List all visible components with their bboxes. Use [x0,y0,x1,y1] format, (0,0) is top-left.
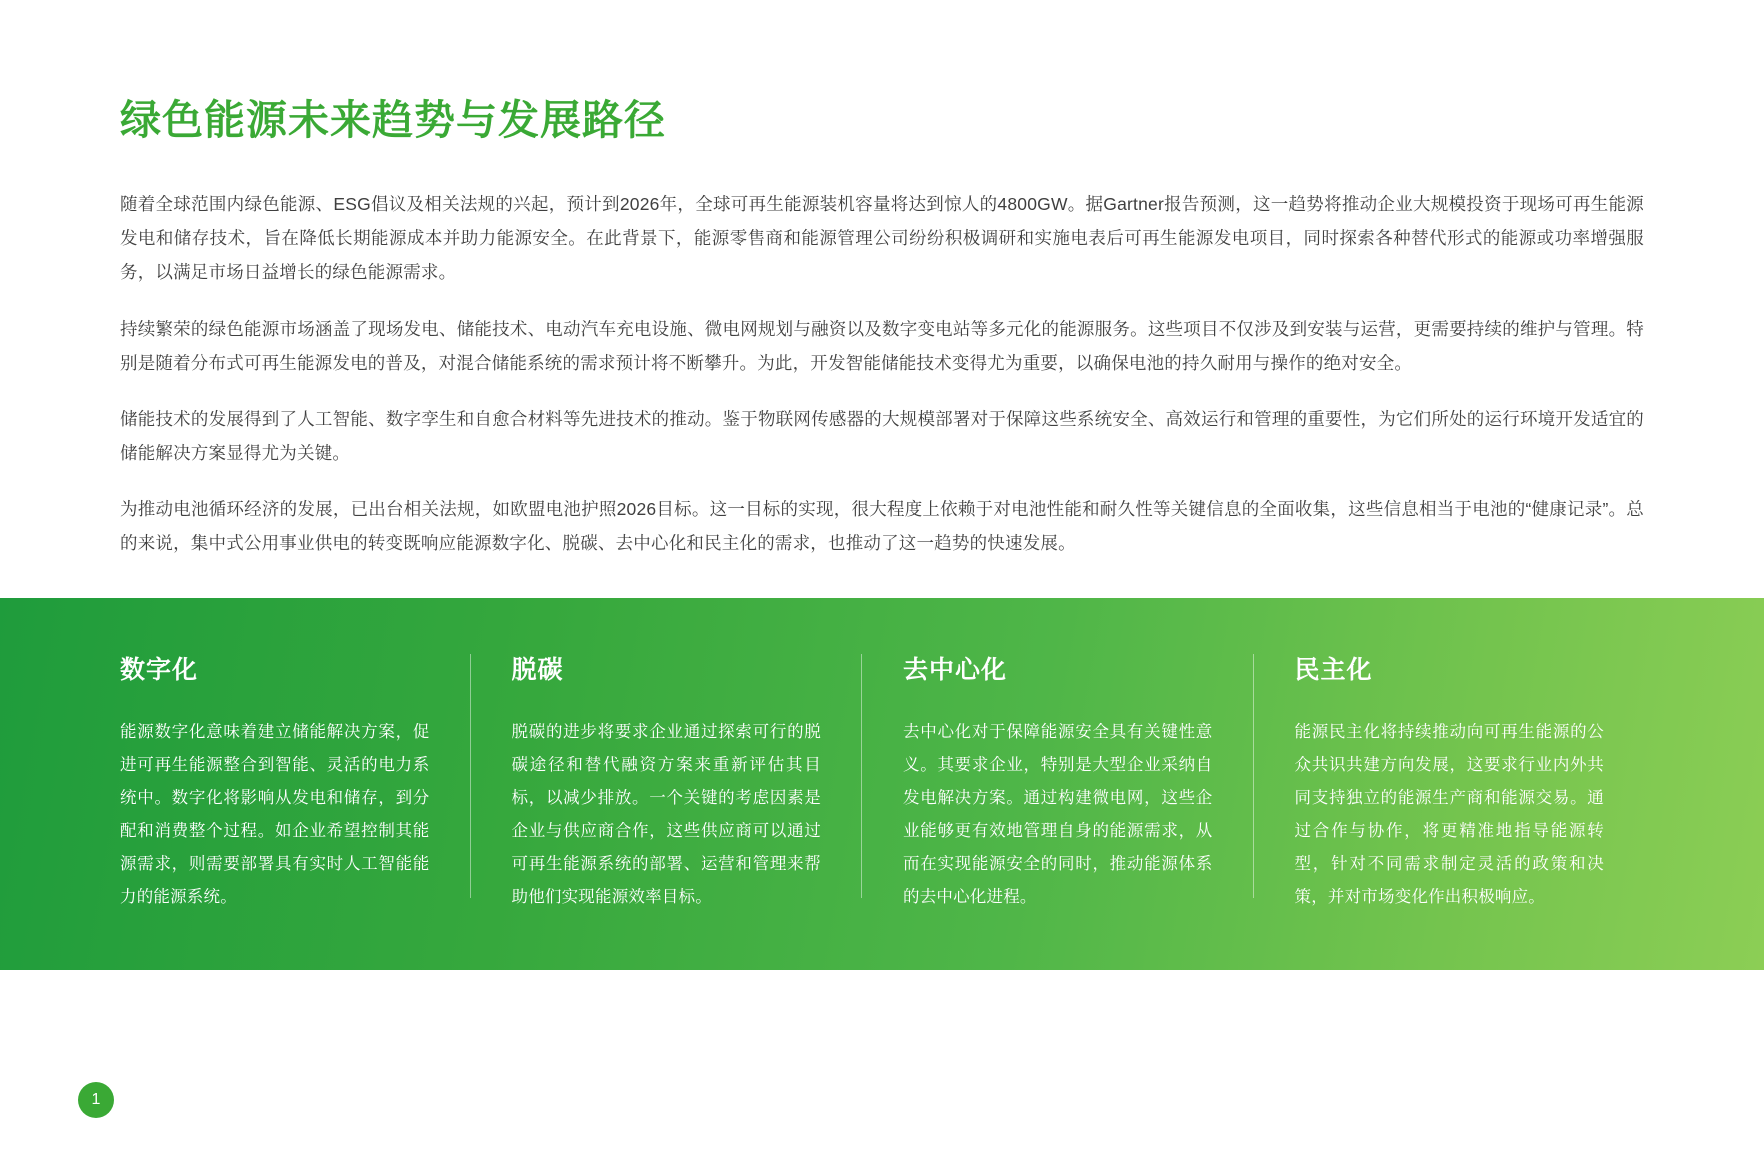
pillar-title: 民主化 [1294,656,1373,684]
pillar-column-digitalization [120,650,470,914]
pillar-title: 去中心化 [903,656,1008,684]
pillar-column-democratization [1253,650,1645,914]
pillars-band [0,598,1764,970]
article-content [0,0,1764,560]
page-number-badge: 1 [78,1082,114,1118]
pillar-title: 数字化 [120,656,199,684]
body-paragraph-1: 随着全球范围内绿色能源、ESG倡议及相关法规的兴起，预计到2026年，全球可再生能源装机容量将达到惊人的4800GW。据Gartner报告预测，这一趋势将推动企业大规模投资于现场可再生能源发电和储存技术，旨在降低长期能源成本并助力能源安全。在此背景下，能源零售商和能源管理公司纷纷积极调研和实施电表后可再生能源发电项目，同时探索各种替代形式的能源或功率增强服务，以满足市场日益增长的绿色能源需求。 [120,194,1644,283]
pillar-body: 脱碳的进步将要求企业通过探索可行的脱碳途径和替代融资方案来重新评估其目标，以减少排放。一个关键的考虑因素是企业与供应商合作，这些供应商可以通过可再生能源系统的部署、运营和管理来帮助他们实现能源效率目标。 [511,723,821,906]
page-title: 绿色能源未来趋势与发展路径 [120,97,666,143]
body-paragraph-3: 储能技术的发展得到了人工智能、数字孪生和自愈合材料等先进技术的推动。鉴于物联网传感器的大规模部署对于保障这些系统安全、高效运行和管理的重要性，为它们所处的运行环境开发适宜的储能解决方案显得尤为关键。 [120,408,1644,463]
pillar-body: 能源民主化将持续推动向可再生能源的公众共识共建方向发展，这要求行业内外共同支持独立的能源生产商和能源交易。通过合作与协作，将更精准地指导能源转型，针对不同需求制定灵活的政策和决策，并对市场变化作出积极响应。 [1294,723,1604,906]
pillar-column-decentralization [861,650,1253,914]
pillar-body: 去中心化对于保障能源安全具有关键性意义。其要求企业，特别是大型企业采纳自发电解决方案。通过构建微电网，这些企业能够更有效地管理自身的能源需求，从而在实现能源安全的同时，推动能源体系的去中心化进程。 [903,723,1213,906]
pillar-title: 脱碳 [511,656,564,684]
body-paragraph-4: 为推动电池循环经济的发展，已出台相关法规，如欧盟电池护照2026目标。这一目标的实现，很大程度上依赖于对电池性能和耐久性等关键信息的全面收集，这些信息相当于电池的“健康记录”。总的来说，集中式公用事业供电的转变既响应能源数字化、脱碳、去中心化和民主化的需求，也推动了这一趋势的快速发展。 [120,499,1644,554]
pillar-column-decarbonization [470,650,862,914]
pillar-body: 能源数字化意味着建立储能解决方案，促进可再生能源整合到智能、灵活的电力系统中。数字化将影响从发电和储存，到分配和消费整个过程。如企业希望控制其能源需求，则需要部署具有实时人工智能能力的能源系统。 [120,723,430,906]
body-paragraph-2: 持续繁荣的绿色能源市场涵盖了现场发电、储能技术、电动汽车充电设施、微电网规划与融资以及数字变电站等多元化的能源服务。这些项目不仅涉及到安装与运营，更需要持续的维护与管理。特别是随着分布式可再生能源发电的普及，对混合储能系统的需求预计将不断攀升。为此，开发智能储能技术变得尤为重要，以确保电池的持久耐用与操作的绝对安全。 [120,318,1644,373]
